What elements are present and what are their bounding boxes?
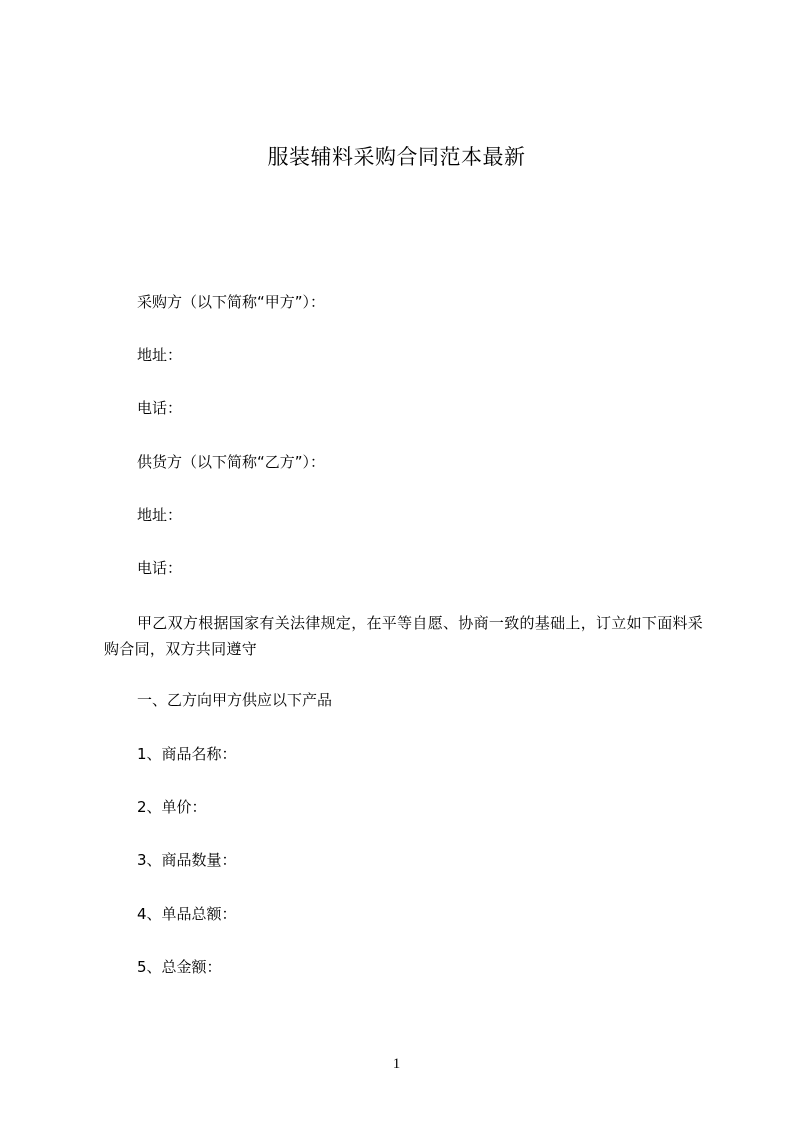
list-item-grand-total: 5、总金额： — [137, 958, 222, 976]
supplier-address-label: 地址： — [137, 506, 183, 524]
list-item-item-total: 4、单品总额： — [137, 905, 237, 923]
supplier-party-label: 供货方（以下简称“乙方”）： — [137, 453, 326, 471]
document-title: 服装辅料采购合同范本最新 — [267, 145, 526, 169]
list-item-quantity: 3、商品数量： — [137, 851, 237, 869]
buyer-address-label: 地址： — [137, 346, 183, 364]
page-number: 1 — [392, 1056, 401, 1072]
intro-paragraph: 甲乙双方根据国家有关法律规定，在平等自愿、协商一致的基础上，订立如下面料采购合同，双方共同遵守 — [104, 614, 704, 658]
list-item-product-name: 1、商品名称： — [137, 745, 237, 763]
buyer-phone-label: 电话： — [137, 399, 183, 417]
list-item-unit-price: 2、单价： — [137, 798, 207, 816]
supplier-phone-label: 电话： — [137, 559, 183, 577]
buyer-party-label: 采购方（以下简称“甲方”）： — [137, 293, 326, 311]
section-1-heading: 一、乙方向甲方供应以下产品 — [137, 691, 333, 709]
